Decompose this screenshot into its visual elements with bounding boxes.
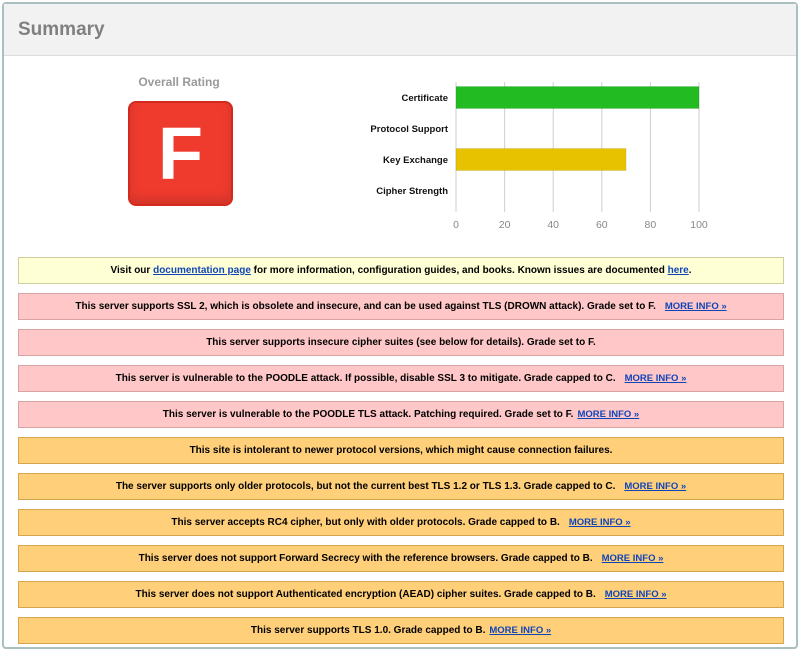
notice-text: This site is intolerant to newer protocol versions, which might cause connection failures. [189,445,613,456]
more-info-link[interactable]: MORE INFO » [624,373,687,384]
notice-poodle [18,365,784,392]
notice-text: This server does not support Authenticated encryption (AEAD) cipher suites. Grade capped to B. [135,589,596,600]
notice-forward-secrecy [18,545,784,572]
known-issues-here-link[interactable]: here [667,265,689,276]
notice-version-intolerance [18,437,784,464]
documentation-page-link[interactable]: documentation page [153,265,251,276]
x-tick-label: 40 [547,219,560,231]
notice-aead [18,581,784,608]
bar-key-exchange [456,149,626,171]
notice-text: This server is vulnerable to the POODLE TLS attack. Patching required. Grade set to F. [162,409,574,420]
category-label: Certificate [401,93,448,104]
notice-old-protocols [18,473,784,500]
notice-rc4 [18,509,784,536]
notice-ssl2-drown [18,293,784,320]
x-tick-label: 60 [595,219,608,231]
notice-text: This server supports insecure cipher suites (see below for details). Grade set to F. [206,337,596,348]
grade-badge: F [128,101,233,206]
x-tick-label: 0 [453,219,459,231]
x-tick-label: 100 [690,219,708,231]
more-info-link[interactable]: MORE INFO » [664,301,727,312]
notice-tls10 [18,617,784,644]
notice-doc-post: . [688,265,692,276]
x-tick-label: 80 [644,219,657,231]
summary-header [4,4,796,56]
category-label: Key Exchange [383,155,448,166]
notice-poodle-tls [18,401,784,428]
more-info-link[interactable]: MORE INFO » [489,625,552,636]
notice-insecure-ciphers [18,329,784,356]
more-info-link[interactable]: MORE INFO » [577,409,640,420]
rating-bar-chart [344,82,724,242]
overall-rating-label: Overall Rating [138,75,220,89]
bar-certificate [456,87,699,109]
notice-list [18,257,786,653]
x-tick-label: 20 [498,219,511,231]
notice-text: This server supports TLS 1.0. Grade capped to B. [250,625,486,636]
more-info-link[interactable]: MORE INFO » [601,553,664,564]
notice-doc-mid: for more information, configuration guides, and books. Known issues are documented [253,265,665,276]
notice-text: This server accepts RC4 cipher, but only with older protocols. Grade capped to B. [171,517,560,528]
more-info-link[interactable]: MORE INFO » [604,589,667,600]
notice-documentation [18,257,784,284]
notice-text: This server does not support Forward Secrecy with the reference browsers. Grade capped to B. [138,553,593,564]
notice-text: This server supports SSL 2, which is obsolete and insecure, and can be used against TLS (DROWN attack). Grade set to F. [75,301,656,312]
more-info-link[interactable]: MORE INFO » [568,517,631,528]
notice-text: This server is vulnerable to the POODLE attack. If possible, disable SSL 3 to mitigate. Grade capped to C. [115,373,616,384]
category-label: Protocol Support [370,124,448,135]
page-title: Summary [18,19,105,40]
summary-panel [2,2,798,649]
notice-doc-pre: Visit our [110,265,151,276]
notice-text: The server supports only older protocols, but not the current best TLS 1.2 or TLS 1.3. Grade capped to C. [115,481,616,492]
more-info-link[interactable]: MORE INFO » [624,481,687,492]
category-label: Cipher Strength [376,186,448,197]
